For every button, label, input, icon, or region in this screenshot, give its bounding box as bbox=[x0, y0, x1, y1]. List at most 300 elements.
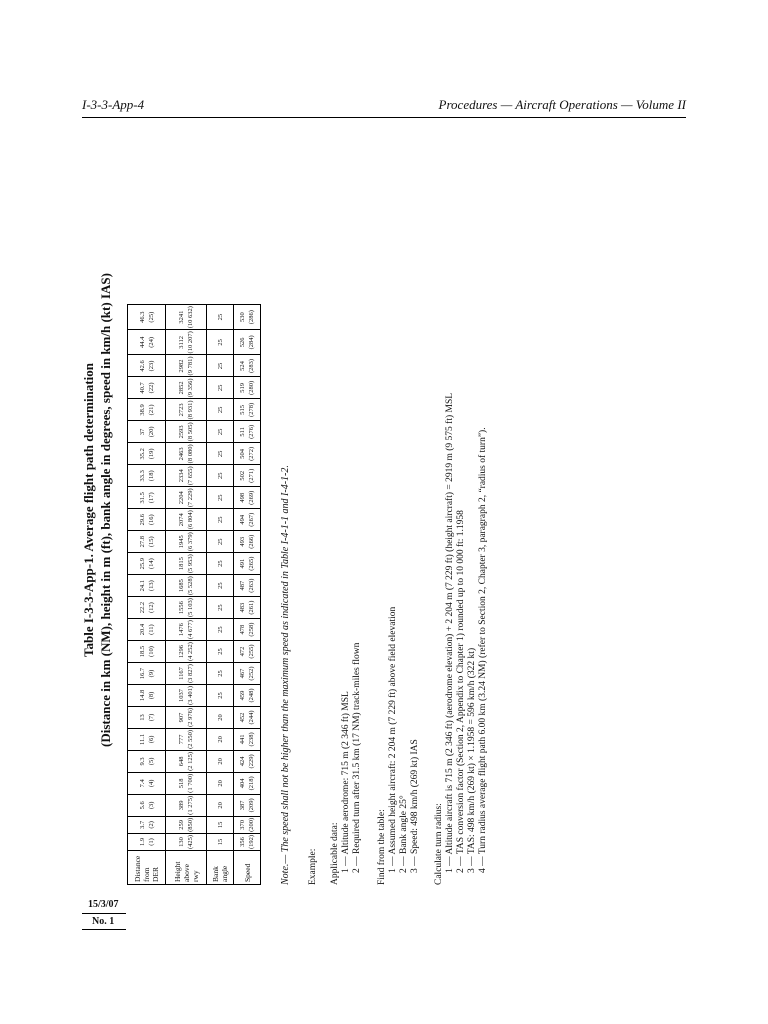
height-cell bbox=[166, 487, 207, 509]
height-cell bbox=[166, 531, 207, 553]
bank-angle-cell bbox=[207, 816, 234, 833]
height-cell bbox=[166, 509, 207, 531]
height-cell-value: 1167 bbox=[178, 667, 185, 680]
height-cell-value: 907 bbox=[178, 712, 185, 723]
distance-cell bbox=[128, 305, 166, 330]
bank-angle-cell-value: 25 bbox=[216, 604, 224, 611]
applicable-data-line: 2 — Required turn after 31.5 km (17 NM) track-miles flown bbox=[352, 642, 362, 873]
bank-angle-cell-value: 20 bbox=[216, 802, 224, 809]
height-cell bbox=[166, 816, 207, 833]
applicable-data-line: 1 — Altitude aerodrome: 715 m (2 346 ft) MSL bbox=[341, 691, 351, 873]
speed-cell-value: 530 bbox=[239, 312, 246, 323]
row-header: Height above rwy bbox=[166, 851, 207, 885]
find-from-table-line: 1 — Assumed height aircraft: 2 204 m (7 229 ft) above field elevation bbox=[388, 606, 398, 873]
distance-cell-value: 18.5 bbox=[138, 645, 146, 658]
distance-cell bbox=[128, 399, 166, 421]
speed-cell bbox=[234, 465, 261, 487]
distance-cell-alt-unit: (10) bbox=[147, 646, 155, 657]
calc-line: 3 — TAS: 498 km/h (269 kt) × 1.1958 = 596 km/h (322 kt) bbox=[467, 647, 477, 873]
bank-angle-cell-value: 25 bbox=[216, 648, 224, 655]
bank-angle-cell bbox=[207, 833, 234, 850]
height-cell bbox=[166, 377, 207, 399]
speed-cell bbox=[234, 509, 261, 531]
footer-rule bbox=[82, 913, 126, 914]
speed-cell-alt-unit: (244) bbox=[248, 710, 255, 725]
speed-cell bbox=[234, 531, 261, 553]
distance-cell-value: 29.6 bbox=[138, 514, 146, 526]
distance-cell-alt-unit: (1) bbox=[147, 838, 155, 846]
distance-cell bbox=[128, 443, 166, 465]
height-cell bbox=[166, 641, 207, 663]
height-cell-alt-unit: (5 103) bbox=[187, 598, 194, 618]
speed-cell-alt-unit: (265) bbox=[248, 556, 255, 571]
height-cell bbox=[166, 443, 207, 465]
distance-cell-alt-unit: (11) bbox=[147, 624, 155, 635]
bank-angle-cell bbox=[207, 443, 234, 465]
footer-amendment-number: No. 1 bbox=[92, 916, 115, 927]
distance-cell-alt-unit: (16) bbox=[147, 514, 155, 526]
speed-cell bbox=[234, 750, 261, 772]
distance-cell-alt-unit: (20) bbox=[147, 426, 155, 438]
speed-cell bbox=[234, 728, 261, 750]
distance-cell-alt-unit: (19) bbox=[147, 448, 155, 460]
calc-line: 1 — Altitude aircraft is 715 m (2 346 ft) (aerodrome elevation) + 2 204 m (7 229 ft) (height aircraft) = 2919 m (9 575 ft) MSL bbox=[445, 392, 455, 873]
height-cell-alt-unit: (850) bbox=[187, 817, 194, 832]
height-cell-value: 2723 bbox=[178, 403, 185, 417]
find-from-table-heading: Find from the table: bbox=[377, 809, 387, 885]
height-cell bbox=[166, 619, 207, 641]
bank-angle-cell-value: 25 bbox=[216, 450, 224, 458]
bank-angle-cell-value: 20 bbox=[216, 714, 224, 721]
speed-cell-alt-unit: (218) bbox=[248, 776, 255, 791]
distance-cell-value: 27.8 bbox=[138, 536, 146, 548]
distance-cell-alt-unit: (17) bbox=[147, 492, 155, 504]
speed-cell-value: 467 bbox=[239, 668, 246, 679]
bank-angle-cell bbox=[207, 728, 234, 750]
height-cell bbox=[166, 355, 207, 377]
bank-angle-cell-value: 25 bbox=[216, 582, 224, 589]
bank-angle-cell bbox=[207, 465, 234, 487]
calc-heading: Calculate turn radius: bbox=[434, 803, 444, 885]
height-cell-alt-unit: (4 677) bbox=[187, 620, 194, 640]
distance-cell bbox=[128, 597, 166, 619]
distance-cell-value: 20.4 bbox=[138, 623, 146, 636]
height-cell-alt-unit: (8 505) bbox=[187, 422, 194, 442]
calc-line: 2 — TAS conversion factor (Section 2, Appendix to Chapter 1) rounded up to 10 000 ft: 1.1958 bbox=[456, 510, 466, 873]
calc-line: 4 — Turn radius average flight path 6.00 km (3.24 NM) (refer to Section 2, Chapter 3, paragraph 2, “radius of turn”). bbox=[478, 427, 488, 873]
distance-cell bbox=[128, 487, 166, 509]
height-cell bbox=[166, 465, 207, 487]
speed-cell bbox=[234, 421, 261, 443]
height-cell-alt-unit: (6 804) bbox=[187, 510, 194, 530]
distance-cell bbox=[128, 531, 166, 553]
speed-cell bbox=[234, 553, 261, 575]
speed-cell bbox=[234, 305, 261, 330]
distance-cell-alt-unit: (13) bbox=[147, 580, 155, 592]
distance-cell-value: 31.5 bbox=[138, 492, 146, 504]
bank-angle-cell-value: 25 bbox=[216, 339, 224, 346]
speed-cell-value: 498 bbox=[239, 492, 246, 503]
distance-cell-value: 9.3 bbox=[138, 757, 146, 766]
distance-cell bbox=[128, 641, 166, 663]
speed-cell bbox=[234, 377, 261, 399]
header-section-id: I-3-3-App-4 bbox=[82, 97, 145, 112]
distance-cell-alt-unit: (2) bbox=[147, 821, 155, 829]
bank-angle-cell bbox=[207, 750, 234, 772]
bank-angle-cell-value: 25 bbox=[216, 560, 224, 567]
distance-cell-alt-unit: (25) bbox=[147, 311, 155, 323]
distance-cell-value: 38.9 bbox=[138, 404, 146, 416]
speed-cell-value: 478 bbox=[239, 624, 246, 635]
distance-cell bbox=[128, 750, 166, 772]
applicable-data-heading: Applicable data: bbox=[330, 822, 340, 885]
height-cell-value: 1945 bbox=[178, 535, 185, 549]
height-cell-value: 259 bbox=[178, 819, 185, 830]
speed-cell-alt-unit: (280) bbox=[248, 380, 255, 395]
height-cell-value: 389 bbox=[178, 800, 185, 811]
distance-cell-alt-unit: (5) bbox=[147, 757, 155, 766]
distance-cell bbox=[128, 575, 166, 597]
header-rule bbox=[82, 117, 686, 118]
row-header: Bank angle bbox=[207, 851, 234, 885]
height-cell-value: 648 bbox=[178, 756, 185, 767]
distance-cell bbox=[128, 706, 166, 728]
rotated-landscape-content bbox=[80, 135, 560, 885]
speed-cell bbox=[234, 487, 261, 509]
example-label: Example: bbox=[308, 848, 318, 885]
bank-angle-cell bbox=[207, 305, 234, 330]
speed-cell bbox=[234, 355, 261, 377]
speed-cell-alt-unit: (283) bbox=[248, 358, 255, 373]
speed-cell-alt-unit: (276) bbox=[248, 424, 255, 439]
table-title-line1: Table I-3-3-App-1. Average flight path determination bbox=[81, 363, 96, 657]
speed-cell bbox=[234, 706, 261, 728]
bank-angle-cell bbox=[207, 330, 234, 355]
bank-angle-cell bbox=[207, 772, 234, 794]
height-cell-value: 1296 bbox=[178, 645, 185, 659]
distance-cell bbox=[128, 377, 166, 399]
height-cell-alt-unit: (3 827) bbox=[187, 664, 194, 683]
bank-angle-cell bbox=[207, 399, 234, 421]
speed-cell bbox=[234, 641, 261, 663]
speed-cell bbox=[234, 816, 261, 833]
height-cell-value: 2593 bbox=[178, 425, 185, 439]
distance-cell bbox=[128, 509, 166, 531]
bank-angle-cell-value: 25 bbox=[216, 494, 224, 502]
distance-cell bbox=[128, 619, 166, 641]
height-cell-value: 2852 bbox=[178, 381, 185, 395]
distance-cell-alt-unit: (18) bbox=[147, 470, 155, 482]
distance-cell bbox=[128, 833, 166, 850]
bank-angle-cell-value: 20 bbox=[216, 758, 224, 765]
height-cell bbox=[166, 728, 207, 750]
height-cell bbox=[166, 833, 207, 850]
height-cell-value: 2463 bbox=[178, 447, 185, 461]
distance-cell bbox=[128, 465, 166, 487]
bank-angle-cell-value: 25 bbox=[216, 384, 224, 392]
speed-cell bbox=[234, 663, 261, 685]
bank-angle-cell-value: 25 bbox=[216, 626, 224, 633]
distance-cell bbox=[128, 816, 166, 833]
height-cell-value: 1685 bbox=[178, 579, 185, 593]
bank-angle-cell-value: 15 bbox=[216, 838, 224, 846]
distance-cell-alt-unit: (14) bbox=[147, 558, 155, 570]
distance-cell-alt-unit: (7) bbox=[147, 713, 155, 722]
speed-cell-value: 472 bbox=[239, 646, 246, 657]
speed-cell bbox=[234, 772, 261, 794]
bank-angle-cell bbox=[207, 794, 234, 816]
height-cell-alt-unit: (10 632) bbox=[187, 306, 194, 329]
bank-angle-cell-value: 25 bbox=[216, 313, 224, 321]
bank-angle-cell-value: 25 bbox=[216, 538, 224, 545]
distance-cell-alt-unit: (21) bbox=[147, 404, 155, 416]
distance-cell-value: 33.3 bbox=[138, 470, 146, 482]
flight-path-table bbox=[127, 304, 261, 885]
bank-angle-cell bbox=[207, 663, 234, 685]
height-cell-value: 1476 bbox=[178, 623, 185, 637]
speed-cell-alt-unit: (192) bbox=[248, 834, 255, 849]
speed-cell-value: 511 bbox=[239, 427, 246, 437]
speed-cell-value: 370 bbox=[239, 819, 246, 830]
distance-cell-value: 42.6 bbox=[138, 360, 146, 372]
bank-angle-cell bbox=[207, 575, 234, 597]
distance-cell bbox=[128, 663, 166, 685]
height-cell-value: 3241 bbox=[178, 310, 185, 324]
row-speed bbox=[234, 305, 261, 885]
height-cell-value: 1037 bbox=[178, 688, 185, 702]
row-height bbox=[166, 305, 207, 885]
speed-cell-value: 491 bbox=[239, 558, 246, 569]
bank-angle-cell-value: 15 bbox=[216, 821, 224, 829]
height-cell-alt-unit: (9 356) bbox=[187, 378, 194, 398]
bank-angle-cell bbox=[207, 421, 234, 443]
speed-cell-alt-unit: (238) bbox=[248, 732, 255, 747]
speed-cell bbox=[234, 597, 261, 619]
distance-cell-value: 44.4 bbox=[138, 336, 146, 349]
row-distance bbox=[128, 305, 166, 885]
find-from-table-line: 3 — Speed: 498 km/h (269 kt) IAS bbox=[410, 739, 420, 873]
distance-cell-value: 16.7 bbox=[138, 667, 146, 680]
height-cell bbox=[166, 597, 207, 619]
find-from-table bbox=[377, 607, 421, 885]
speed-cell-alt-unit: (269) bbox=[248, 490, 255, 505]
bank-angle-cell bbox=[207, 531, 234, 553]
speed-cell-alt-unit: (284) bbox=[248, 335, 255, 350]
distance-cell-alt-unit: (4) bbox=[147, 779, 155, 788]
height-cell-alt-unit: (6 379) bbox=[187, 532, 194, 552]
speed-cell-value: 494 bbox=[239, 514, 246, 525]
speed-cell-alt-unit: (286) bbox=[248, 310, 255, 325]
speed-cell-alt-unit: (229) bbox=[248, 754, 255, 769]
distance-cell-alt-unit: (23) bbox=[147, 360, 155, 372]
distance-cell-value: 13 bbox=[138, 714, 146, 721]
distance-cell-alt-unit: (24) bbox=[147, 336, 155, 348]
height-cell-alt-unit: (7 229) bbox=[187, 488, 194, 508]
row-header: Distance from DER bbox=[128, 851, 166, 885]
bank-angle-cell-value: 25 bbox=[216, 362, 224, 370]
height-cell-alt-unit: (2 976) bbox=[187, 707, 194, 727]
height-cell-value: 2982 bbox=[178, 359, 185, 373]
height-cell-alt-unit: (4 252) bbox=[187, 642, 194, 662]
speed-cell-alt-unit: (271) bbox=[248, 468, 255, 483]
distance-cell-alt-unit: (22) bbox=[147, 382, 155, 394]
speed-cell-value: 526 bbox=[239, 337, 246, 348]
bank-angle-cell-value: 25 bbox=[216, 406, 224, 414]
height-cell-value: 777 bbox=[178, 734, 185, 745]
distance-cell bbox=[128, 421, 166, 443]
height-cell-alt-unit: (2 550) bbox=[187, 729, 194, 749]
distance-cell-alt-unit: (8) bbox=[147, 691, 155, 700]
bank-angle-cell-value: 25 bbox=[216, 692, 224, 699]
speed-cell-alt-unit: (252) bbox=[248, 666, 255, 681]
speed-cell-value: 487 bbox=[239, 580, 246, 591]
height-cell-alt-unit: (8 080) bbox=[187, 444, 194, 464]
height-cell-alt-unit: (1 275) bbox=[187, 795, 194, 815]
distance-cell-value: 25.9 bbox=[138, 557, 146, 570]
speed-cell-alt-unit: (258) bbox=[248, 622, 255, 637]
header-volume-title: Procedures — Aircraft Operations — Volume II bbox=[438, 97, 686, 112]
distance-cell-alt-unit: (6) bbox=[147, 735, 155, 744]
speed-cell-value: 519 bbox=[239, 383, 246, 393]
find-from-table-line: 2 — Bank angle 25° bbox=[399, 795, 409, 873]
height-cell bbox=[166, 553, 207, 575]
speed-cell-alt-unit: (272) bbox=[248, 446, 255, 461]
height-cell-value: 3112 bbox=[178, 335, 185, 349]
distance-cell-alt-unit: (15) bbox=[147, 536, 155, 548]
height-cell bbox=[166, 685, 207, 707]
speed-cell-value: 502 bbox=[239, 470, 246, 481]
applicable-data bbox=[330, 643, 363, 885]
height-cell-alt-unit: (425) bbox=[187, 834, 194, 849]
height-cell bbox=[166, 663, 207, 685]
distance-cell bbox=[128, 685, 166, 707]
height-cell-alt-unit: (1 700) bbox=[187, 773, 194, 793]
bank-angle-cell-value: 25 bbox=[216, 516, 224, 523]
speed-cell bbox=[234, 685, 261, 707]
bank-angle-cell-value: 20 bbox=[216, 736, 224, 743]
bank-angle-cell bbox=[207, 641, 234, 663]
distance-cell-value: 3.7 bbox=[138, 820, 146, 829]
height-cell-value: 518 bbox=[178, 778, 185, 789]
distance-cell-value: 1.9 bbox=[138, 837, 146, 847]
height-cell bbox=[166, 794, 207, 816]
table-note: Note.— The speed shall not be higher than the maximum speed as indicated in Table I-4-1-1 and I-4-1-2. bbox=[280, 465, 291, 885]
distance-cell-value: 24.1 bbox=[138, 579, 146, 592]
speed-cell bbox=[234, 575, 261, 597]
speed-cell bbox=[234, 399, 261, 421]
speed-cell bbox=[234, 443, 261, 465]
speed-cell-alt-unit: (263) bbox=[248, 578, 255, 593]
speed-cell bbox=[234, 833, 261, 850]
speed-cell bbox=[234, 619, 261, 641]
distance-cell-value: 40.7 bbox=[138, 382, 146, 394]
speed-cell-value: 459 bbox=[239, 690, 246, 701]
speed-cell bbox=[234, 794, 261, 816]
height-cell-value: 130 bbox=[178, 837, 185, 847]
height-cell-value: 2074 bbox=[178, 513, 185, 527]
height-cell-alt-unit: (7 655) bbox=[187, 466, 194, 486]
speed-cell-alt-unit: (200) bbox=[248, 817, 255, 832]
height-cell-alt-unit: (5 528) bbox=[187, 576, 194, 596]
speed-cell-alt-unit: (209) bbox=[248, 798, 255, 813]
distance-cell-value: 7.4 bbox=[138, 779, 146, 788]
speed-cell-value: 424 bbox=[239, 756, 246, 767]
speed-cell-value: 452 bbox=[239, 712, 246, 723]
bank-angle-cell bbox=[207, 377, 234, 399]
bank-angle-cell bbox=[207, 553, 234, 575]
distance-cell-value: 14.8 bbox=[138, 689, 146, 702]
distance-cell bbox=[128, 330, 166, 355]
bank-angle-cell bbox=[207, 597, 234, 619]
distance-cell-value: 35.2 bbox=[138, 448, 146, 460]
speed-cell-value: 524 bbox=[239, 361, 246, 371]
table-title-line2: (Distance in km (NM), height in m (ft), bank angle in degrees, speed in km/h (kt) IAS) bbox=[98, 273, 113, 747]
bank-angle-cell bbox=[207, 706, 234, 728]
height-cell-alt-unit: (8 931) bbox=[187, 400, 194, 420]
height-cell-alt-unit: (3 401) bbox=[187, 686, 194, 705]
bank-angle-cell bbox=[207, 685, 234, 707]
distance-cell bbox=[128, 553, 166, 575]
speed-cell-alt-unit: (266) bbox=[248, 534, 255, 549]
speed-cell-value: 387 bbox=[239, 800, 246, 811]
height-cell bbox=[166, 305, 207, 330]
height-cell bbox=[166, 421, 207, 443]
height-cell bbox=[166, 750, 207, 772]
distance-cell-value: 22.2 bbox=[138, 601, 146, 614]
height-cell-alt-unit: (9 781) bbox=[187, 356, 194, 376]
height-cell-alt-unit: (2 125) bbox=[187, 751, 194, 771]
calculate-turn-radius bbox=[434, 393, 489, 885]
speed-cell-value: 504 bbox=[239, 448, 246, 459]
height-cell-value: 1556 bbox=[178, 601, 185, 615]
distance-cell-value: 5.6 bbox=[138, 801, 146, 810]
bank-angle-cell bbox=[207, 487, 234, 509]
distance-cell-value: 46.3 bbox=[138, 311, 146, 323]
speed-cell-alt-unit: (278) bbox=[248, 402, 255, 417]
distance-cell bbox=[128, 794, 166, 816]
table-title bbox=[80, 135, 114, 885]
distance-cell-value: 37 bbox=[138, 428, 146, 436]
speed-cell-alt-unit: (267) bbox=[248, 512, 255, 527]
height-cell-value: 1815 bbox=[178, 557, 185, 571]
bank-angle-cell bbox=[207, 355, 234, 377]
bank-angle-cell bbox=[207, 509, 234, 531]
speed-cell-value: 404 bbox=[239, 778, 246, 789]
height-cell-alt-unit: (5 953) bbox=[187, 554, 194, 574]
row-bank-angle bbox=[207, 305, 234, 885]
speed-cell-value: 493 bbox=[239, 536, 246, 547]
height-cell bbox=[166, 399, 207, 421]
height-cell bbox=[166, 706, 207, 728]
speed-cell-alt-unit: (248) bbox=[248, 688, 255, 703]
speed-cell-alt-unit: (255) bbox=[248, 644, 255, 659]
height-cell-value: 2204 bbox=[178, 491, 185, 505]
bank-angle-cell-value: 25 bbox=[216, 670, 224, 677]
distance-cell bbox=[128, 355, 166, 377]
distance-cell bbox=[128, 728, 166, 750]
speed-cell-value: 356 bbox=[239, 837, 246, 847]
height-cell bbox=[166, 330, 207, 355]
height-cell-alt-unit: (10 207) bbox=[187, 331, 194, 354]
speed-cell-value: 441 bbox=[239, 734, 246, 745]
height-cell-value: 2334 bbox=[178, 469, 185, 483]
speed-cell-alt-unit: (261) bbox=[248, 600, 255, 615]
distance-cell-alt-unit: (12) bbox=[147, 602, 155, 614]
distance-cell-alt-unit: (9) bbox=[147, 669, 155, 678]
footer-date: 15/3/07 bbox=[88, 899, 119, 910]
footer-rule bbox=[82, 929, 126, 930]
distance-cell-value: 11.1 bbox=[138, 733, 146, 745]
